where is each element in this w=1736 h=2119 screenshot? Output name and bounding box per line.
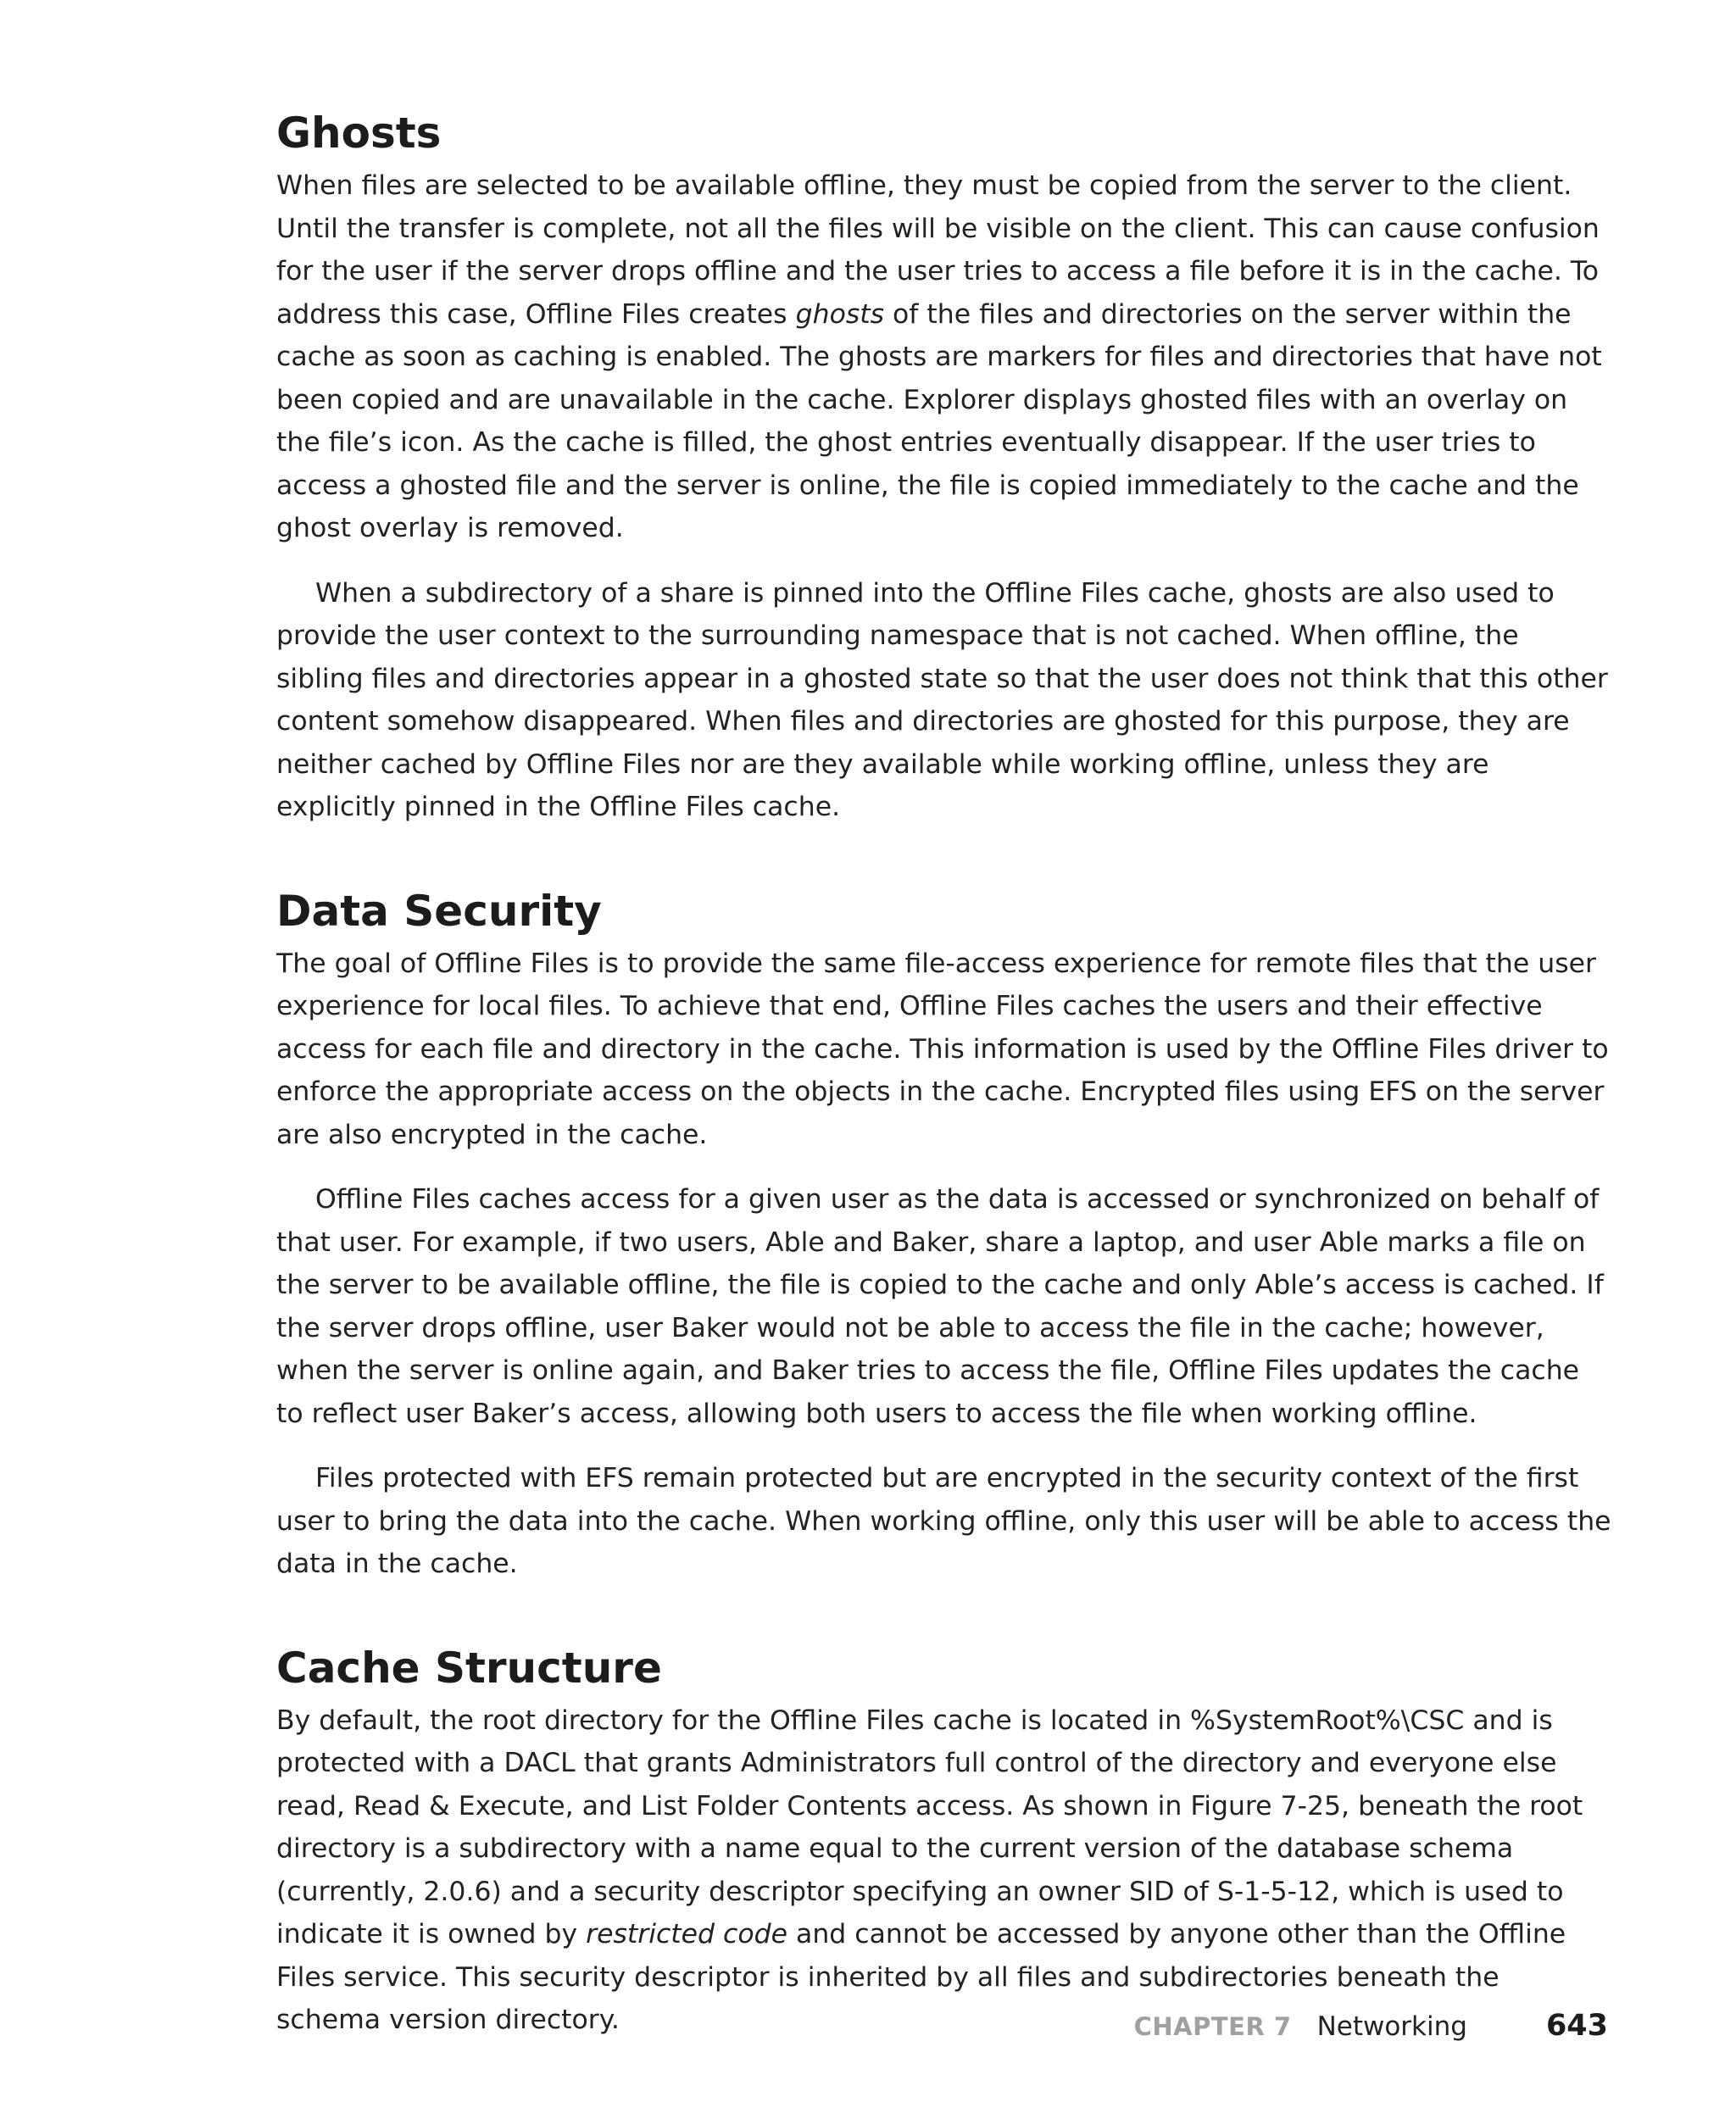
text-run: Files protected with EFS remain protected but are encrypted in the security context of the first user to bring the data into the cache. When working offline, only this user will be able to access the data in the cache. <box>276 1463 1611 1579</box>
section-heading: Ghosts <box>276 108 442 158</box>
body-paragraph <box>276 1699 1611 2042</box>
text-run: and cannot be accessed by anyone other than the Offline Files service. This security descriptor is inherited by all files and subdirectories beneath the schema version directory. <box>276 1919 1566 2035</box>
page-number: 643 <box>1545 2009 1608 2043</box>
page-body <box>276 102 1611 2042</box>
section-data-security <box>276 880 1611 1586</box>
text-run: The goal of Offline Files is to provide the same file-access experience for remote files that the user experience for local files. To achieve that end, Offline Files caches the users and their effective access for each file and directory in the cache. This information is used by the Offline Files driver to enforce the appropriate access on the objects in the cache. Encrypted files using EFS on the server are also encrypted in the cache. <box>276 948 1609 1150</box>
chapter-label: CHAPTER 7 <box>1133 2012 1292 2041</box>
italic-term: ghosts <box>795 298 885 330</box>
section-heading: Data Security <box>276 886 602 936</box>
section-cache-structure <box>276 1637 1611 2042</box>
text-run: By default, the root directory for the Offline Files cache is located in %SystemRoot%\CSC and is protected with a DACL that grants Administrators full control of the directory and everyone else read, Read & Execute, and List Folder Contents access. As shown in Figure 7-25, beneath the root directory is a subdirectory with a name equal to the current version of the database schema (currently, 2.0.6) and a security descriptor specifying an owner SID of S-1-5-12, which is used to indicate it is owned by <box>276 1705 1583 1949</box>
page-footer <box>1134 2009 1608 2051</box>
section-heading: Cache Structure <box>276 1643 662 1693</box>
section-ghosts <box>276 102 1611 829</box>
text-run: When a subdirectory of a share is pinned into the Offline Files cache, ghosts are also used to provide the user context to the surrounding namespace that is not cached. When offline, the sibling files and directories appear in a ghosted state so that the user does not think that this other content somehow disappeared. When files and directories are ghosted for this purpose, they are neither cached by Offline Files nor are they available while working offline, unless they are explicitly pinned in the Offline Files cache. <box>276 577 1608 822</box>
chapter-title: Networking <box>1316 2011 1467 2042</box>
italic-term: restricted code <box>586 1919 787 1949</box>
body-paragraph <box>276 943 1611 1157</box>
text-run: When files are selected to be available offline, they must be copied from the server to the client. Until the transfer is complete, not all the files will be visible on the client. This can cause confusion for the user if the server drops offline and the user tries to access a file before it is in the cache. To address this case, Offline Files creates <box>276 170 1600 330</box>
body-paragraph <box>276 1178 1611 1435</box>
body-paragraph <box>276 164 1611 550</box>
text-run: of the files and directories on the server within the cache as soon as caching is enabled. The ghosts are markers for files and directories that have not been copied and are unavailable in the cache. Explorer displays ghosted files with an overlay on the file’s icon. As the cache is filled, the ghost entries eventually disappear. If the user tries to access a ghosted file and the server is online, the file is copied immediately to the cache and the ghost overlay is removed. <box>276 298 1602 543</box>
body-paragraph <box>276 1457 1611 1586</box>
text-run: Offline Files caches access for a given user as the data is accessed or synchronized on behalf of that user. For example, if two users, Able and Baker, share a laptop, and user Able marks a file on the server to be available offline, the file is copied to the cache and only Able’s access is cached. If the server drops offline, user Baker would not be able to access the file in the cache; however, when the server is online again, and Baker tries to access the file, Offline Files updates the cache to reflect user Baker’s access, allowing both users to access the file when working offline. <box>276 1184 1604 1429</box>
body-paragraph <box>276 572 1611 829</box>
